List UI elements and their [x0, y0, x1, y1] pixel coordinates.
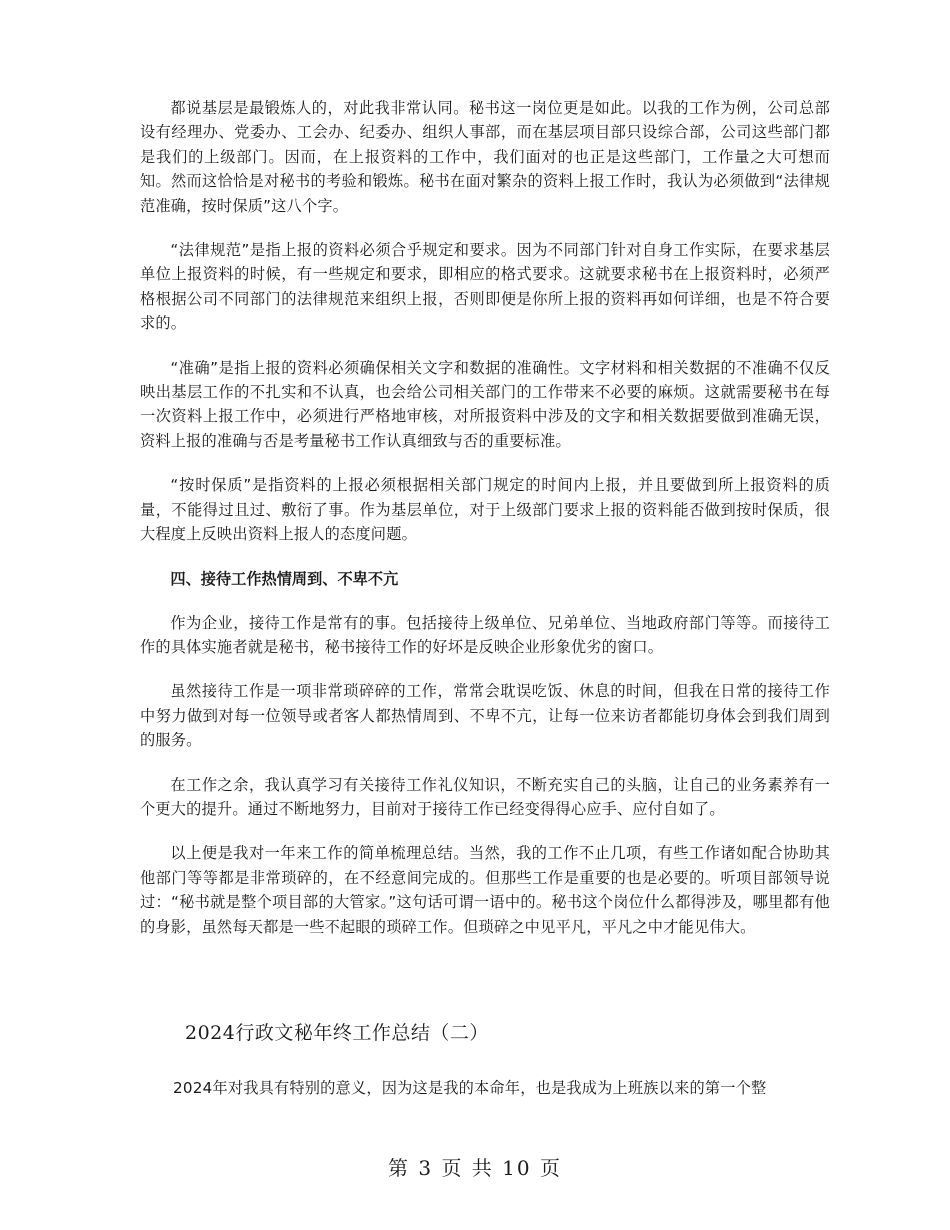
- section-heading: 四、接待工作热情周到、不卑不亢: [170, 569, 399, 588]
- body-paragraph: 以上便是我对一年来工作的简单梳理总结。当然，我的工作不止几项，有些工作诸如配合协助其他部门等等都是非常琐碎的，在不经意间完成的。但那些工作是重要的也是必要的。听项目部领导说过：“秘书就是整个项目部的大管家。”这句话可谓一语中的。秘书这个岗位什么都得涉及，哪里都有他的身影，虽然每天都是一些不起眼的琐碎工作。但琐碎之中见平凡，平凡之中才能见伟大。: [140, 844, 830, 936]
- page-number-footer: 第 3 页 共 10 页: [388, 1156, 562, 1180]
- body-paragraph: 虽然接待工作是一项非常琐碎碎的工作，常常会耽误吃饭、休息的时间，但我在日常的接待工作中努力做到对每一位领导或者客人都热情周到、不卑不亢，让每一位来访者都能切身体会到我们周到的服务。: [140, 682, 830, 750]
- body-paragraph: “按时保质”是指资料的上报必须根据相关部门规定的时间内上报，并且要做到所上报资料的质量，不能得过且过、敷衍了事。作为基层单位，对于上级部门要求上报的资料能否做到按时保质，很大程度上反映出资料上报人的态度问题。: [140, 476, 830, 544]
- body-paragraph: “法律规范”是指上报的资料必须合乎规定和要求。因为不同部门针对自身工作实际，在要求基层单位上报资料的时候，有一些规定和要求，即相应的格式要求。这就要求秘书在上报资料时，必须严格根据公司不同部门的法律规范来组织上报，否则即便是你所上报的资料再如何详细，也是不符合要求的。: [140, 241, 830, 333]
- document-subtitle: 2024行政文秘年终工作总结（二）: [185, 1022, 489, 1044]
- body-paragraph: 都说基层是最锻炼人的，对此我非常认同。秘书这一岗位更是如此。以我的工作为例，公司总部设有经理办、党委办、工会办、纪委办、组织人事部，而在基层项目部只设综合部，公司这些部门都是我们的上级部门。因而，在上报资料的工作中，我们面对的也正是这些部门，工作量之大可想而知。然而这恰恰是对秘书的考验和锻炼。秘书在面对繁杂的资料上报工作时，我认为必须做到“法律规范准确，按时保质”这八个字。: [140, 99, 830, 215]
- body-paragraph: “准确”是指上报的资料必须确保相关文字和数据的准确性。文字材料和相关数据的不准确不仅反映出基层工作的不扎实和不认真，也会给公司相关部门的工作带来不必要的麻烦。这就需要秘书在每一次资料上报工作中，必须进行严格地审核，对所报资料中涉及的文字和相关数据要做到准确无误，资料上报的准确与否是考量秘书工作认真细致与否的重要标准。: [140, 358, 830, 450]
- body-paragraph-continued: 2024年对我具有特别的意义，因为这是我的本命年，也是我成为上班族以来的第一个整: [173, 1079, 767, 1097]
- body-paragraph: 作为企业，接待工作是常有的事。包括接待上级单位、兄弟单位、当地政府部门等等。而接待工作的具体实施者就是秘书，秘书接待工作的好坏是反映企业形象优劣的窗口。: [140, 613, 830, 656]
- document-body: [140, 96, 830, 959]
- body-paragraph: 在工作之余，我认真学习有关接待工作礼仪知识，不断充实自己的头脑，让自己的业务素养有一个更大的提升。通过不断地努力，目前对于接待工作已经变得得心应手、应付自如了。: [140, 775, 830, 818]
